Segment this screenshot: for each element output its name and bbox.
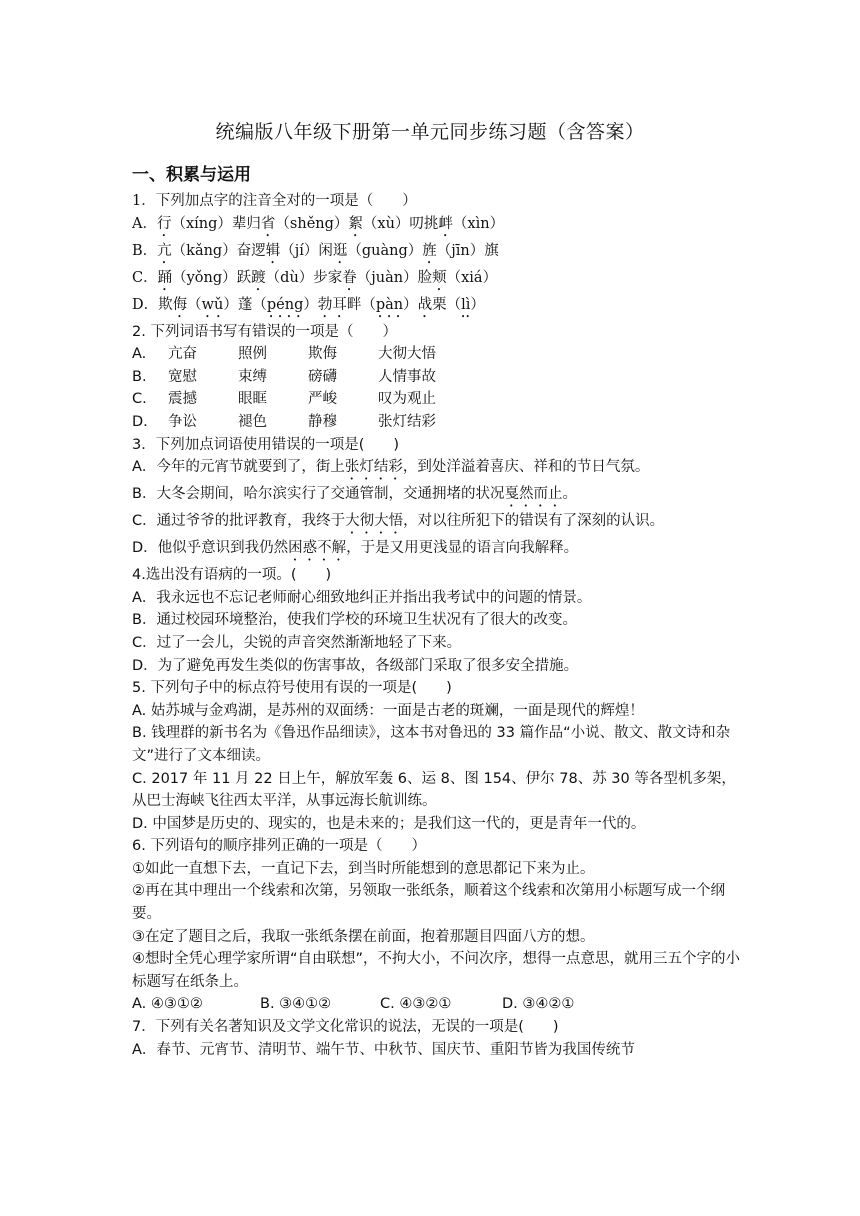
q6-sentence-4: ④想时全凭心理学家所谓“自由联想”，不拘大小，不问次序，想得一点意思，就用三五个字的小标题写在纸条上。 [132,951,741,990]
q1-option-c: C．踊（yǒng）跃踱（dù）步家眷（juàn）脸颊（xiá） [132,269,498,286]
q3-option-b: B．大冬会期间，哈尔滨实行了交通管制，交通拥堵的状况戛然而止。 [132,486,577,503]
q6-sentence-3: ③在定了题目之后，我取一张纸条摆在前面，抱着那题目四面八方的想。 [132,928,595,945]
q2-option-d: D. 争讼 褪色 静穆 张灯结彩 [132,413,436,430]
q4-stem: 4.选出没有语病的一项。( ) [132,567,332,584]
q5-option-d: D. 中国梦是历史的、现实的，也是未来的；是我们这一代的，更是青年一代的。 [132,815,646,832]
q2-stem: 2. 下列词语书写有错误的一项是（ ） [132,323,397,340]
q6-options: A. ④③①② B. ③④①② C. ④③②① D. ③④②① [132,996,575,1013]
q4-option-b: B．通过校园环境整治，使我们学校的环境卫生状况有了很大的改变。 [132,612,577,629]
q2-option-c: C. 震撼 眼眶 严峻 叹为观止 [132,391,436,408]
q3-option-a: A．今年的元宵节就要到了，街上张灯结彩，到处洋溢着喜庆、祥和的节日气氛。 [132,459,650,476]
question-list [132,190,742,1061]
q7-option-a: A．春节、元宵节、清明节、端午节、中秋节、国庆节、重阳节皆为我国传统节 [132,1041,635,1058]
q6-stem: 6. 下列语句的顺序排列正确的一项是（ ） [132,838,426,855]
q4-option-a: A．我永远也不忘记老师耐心细致地纠正并指出我考试中的问题的情景。 [132,589,592,606]
q3-option-c: C．通过爷爷的批评教育，我终于大彻大悟，对以往所犯下的错误有了深刻的认识。 [132,513,665,530]
q1-option-a: A．行（xíng）辈归省（shěng）絮（xù）叨挑衅（xìn） [132,215,505,232]
q4-option-d: D．为了避免再发生类似的伤害事故，各级部门采取了很多安全措施。 [132,657,579,674]
q6-sentence-1: ①如此一直想下去，一直记下去，到当时所能想到的意思都记下来为止。 [132,860,595,877]
q5-option-b: B. 钱理群的新书名为《鲁迅作品细读》，这本书对鲁迅的 33 篇作品“小说、散文、散文诗和杂文”进行了文本细读。 [132,725,731,764]
page-title: 统编版八年级下册第一单元同步练习题（含答案） [215,121,645,143]
q2-option-a: A. 亢奋 照例 欺侮 大彻大悟 [132,346,436,363]
q5-option-a: A. 姑苏城与金鸡湖，是苏州的双面绣：一面是古老的斑斓，一面是现代的辉煌！ [132,702,644,719]
q6-sentence-2: ②再在其中理出一个线索和次第，另领取一张纸条，顺着这个线索和次第用小标题写成一个纲要。 [132,883,725,923]
q5-option-c: C. 2017 年 11 月 22 日上午，解放军轰 6、运 8、图 154、伊尔 78、苏 30 等各型机多架，从巴士海峡飞往西太平洋，从事远海长航训练。 [132,770,736,810]
q2-option-b: B. 宽慰 束缚 磅礴 人情事故 [132,368,436,385]
section-heading: 一、积累与运用 [132,165,251,185]
q4-option-c: C．过了一会儿，尖锐的声音突然渐渐地轻了下来。 [132,634,462,651]
q1-option-d: D．欺侮（wǔ）蓬（péng）勃耳畔（pàn）战栗（lì） [132,296,485,313]
q7-stem: 7．下列有关名著知识及文学文化常识的说法，无误的一项是( ) [132,1019,559,1036]
q3-stem: 3．下列加点词语使用错误的一项是( ) [132,436,400,453]
q3-option-d: D．他似乎意识到我仍然困惑不解，于是又用更浅显的语言向我解释。 [132,540,579,557]
q5-stem: 5. 下列句子中的标点符号使用有误的一项是( ) [132,680,452,697]
q1-option-b: B．亢（kǎng）奋逻辑（jí）闲逛（guàng）旌（jīn）旗 [132,242,499,259]
q1-stem: 1．下列加点字的注音全对的一项是（ ） [132,193,417,209]
